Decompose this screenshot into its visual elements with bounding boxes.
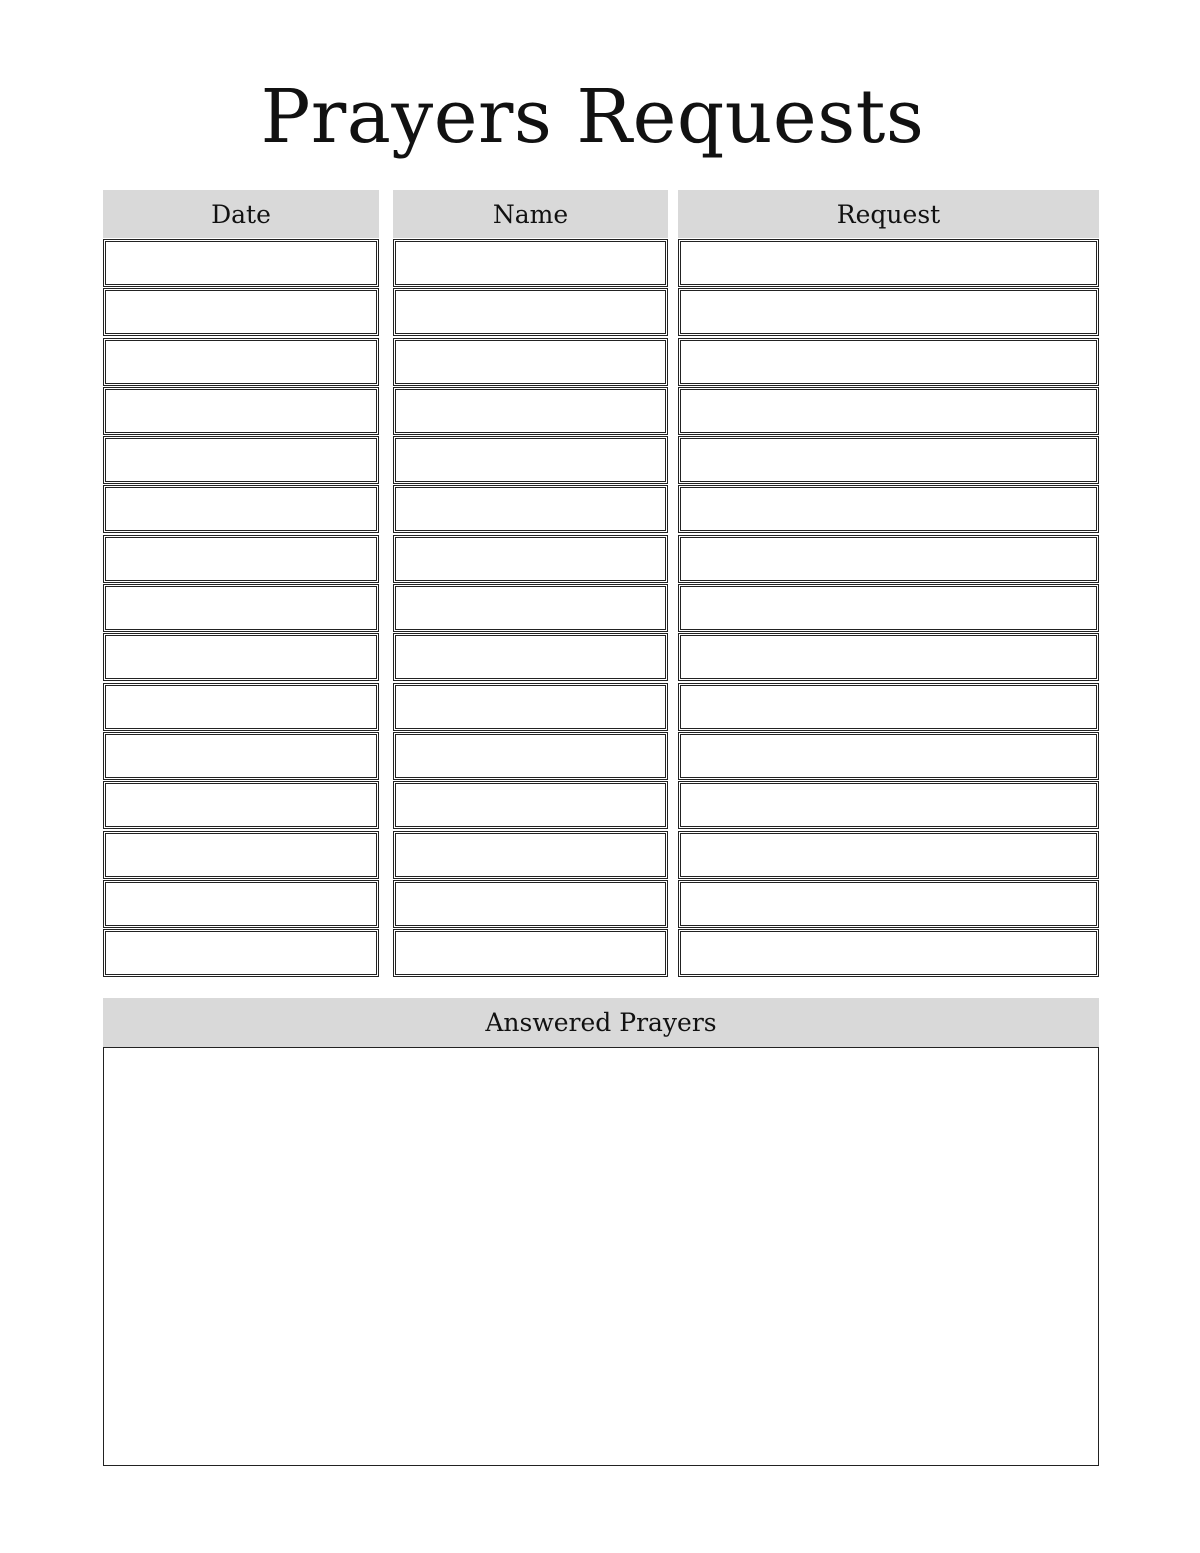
- date-cell-11[interactable]: [103, 732, 379, 780]
- name-cell-14[interactable]: [393, 880, 668, 928]
- name-cell-13[interactable]: [393, 831, 668, 879]
- name-cells: [393, 239, 668, 977]
- name-cell-6[interactable]: [393, 485, 668, 533]
- name-column: [393, 190, 668, 978]
- name-cell-1[interactable]: [393, 239, 668, 287]
- request-column: [678, 190, 1099, 978]
- name-cell-15[interactable]: [393, 929, 668, 977]
- date-cell-7[interactable]: [103, 535, 379, 583]
- name-cell-11[interactable]: [393, 732, 668, 780]
- date-cell-13[interactable]: [103, 831, 379, 879]
- request-cell-1[interactable]: [678, 239, 1099, 287]
- request-cell-14[interactable]: [678, 880, 1099, 928]
- request-cell-11[interactable]: [678, 732, 1099, 780]
- request-cell-10[interactable]: [678, 683, 1099, 731]
- date-cell-5[interactable]: [103, 436, 379, 484]
- name-cell-9[interactable]: [393, 633, 668, 681]
- page-title: Prayers Requests: [260, 74, 925, 160]
- request-cell-6[interactable]: [678, 485, 1099, 533]
- date-cell-10[interactable]: [103, 683, 379, 731]
- date-cell-4[interactable]: [103, 387, 379, 435]
- date-column: [103, 190, 379, 978]
- date-cell-1[interactable]: [103, 239, 379, 287]
- request-column-header: Request: [678, 190, 1099, 238]
- date-column-header: Date: [103, 190, 379, 238]
- date-cell-14[interactable]: [103, 880, 379, 928]
- request-cell-5[interactable]: [678, 436, 1099, 484]
- answered-prayers-section: [103, 998, 1099, 1466]
- request-cell-13[interactable]: [678, 831, 1099, 879]
- date-cell-3[interactable]: [103, 338, 379, 386]
- date-cell-8[interactable]: [103, 584, 379, 632]
- date-cell-15[interactable]: [103, 929, 379, 977]
- date-cell-6[interactable]: [103, 485, 379, 533]
- request-cells: [678, 239, 1099, 977]
- request-cell-12[interactable]: [678, 781, 1099, 829]
- date-cells: [103, 239, 379, 977]
- request-cell-7[interactable]: [678, 535, 1099, 583]
- answered-prayers-header: Answered Prayers: [103, 998, 1099, 1047]
- request-cell-3[interactable]: [678, 338, 1099, 386]
- request-cell-2[interactable]: [678, 288, 1099, 336]
- name-cell-10[interactable]: [393, 683, 668, 731]
- name-cell-7[interactable]: [393, 535, 668, 583]
- name-cell-5[interactable]: [393, 436, 668, 484]
- date-cell-9[interactable]: [103, 633, 379, 681]
- name-cell-2[interactable]: [393, 288, 668, 336]
- date-cell-12[interactable]: [103, 781, 379, 829]
- date-cell-2[interactable]: [103, 288, 379, 336]
- name-cell-3[interactable]: [393, 338, 668, 386]
- name-column-header: Name: [393, 190, 668, 238]
- answered-prayers-box[interactable]: [103, 1047, 1099, 1466]
- request-cell-9[interactable]: [678, 633, 1099, 681]
- name-cell-12[interactable]: [393, 781, 668, 829]
- request-cell-15[interactable]: [678, 929, 1099, 977]
- request-cell-4[interactable]: [678, 387, 1099, 435]
- name-cell-8[interactable]: [393, 584, 668, 632]
- request-cell-8[interactable]: [678, 584, 1099, 632]
- name-cell-4[interactable]: [393, 387, 668, 435]
